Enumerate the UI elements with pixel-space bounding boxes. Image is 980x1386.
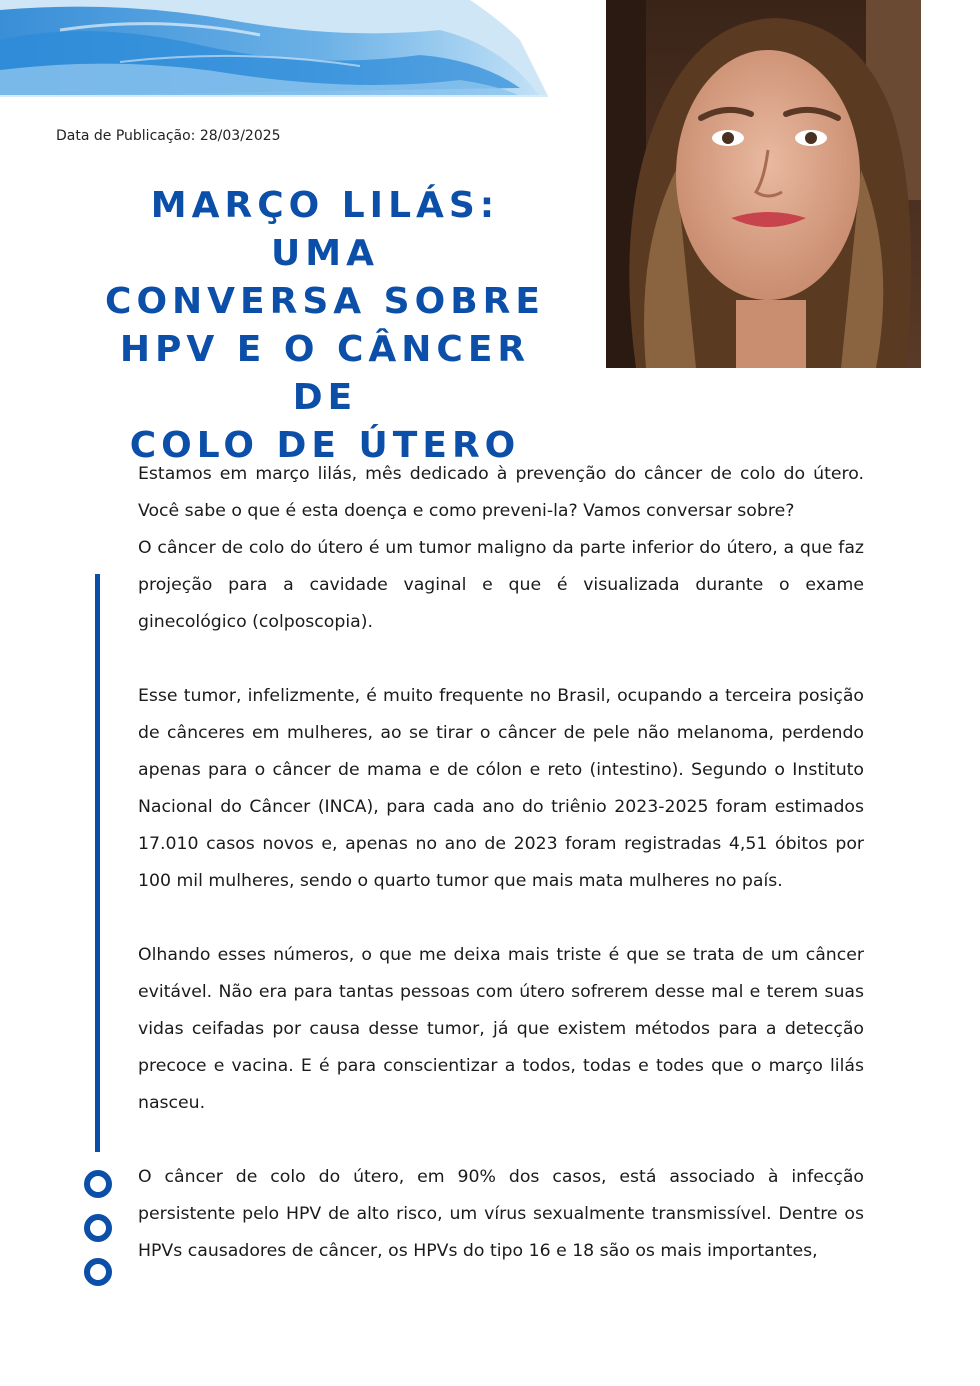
author-portrait-photo xyxy=(606,0,921,368)
body-paragraph: O câncer de colo do útero, em 90% dos casos, está associado à infecção persistente pelo HPV de alto risco, um vírus sexualmente transmissível. Dentre os HPVs causadores de câncer, os HPVs do tipo 16 e 18 são os mais importantes, xyxy=(138,1167,864,1261)
decorative-circle-icon xyxy=(84,1258,112,1286)
decorative-vertical-line xyxy=(95,574,100,1152)
body-paragraph: Estamos em março lilás, mês dedicado à prevenção do câncer de colo do útero. Você sabe o que é esta doença e como preveni-la? Vamos conversar sobre? xyxy=(138,464,864,521)
publication-date: Data de Publicação: 28/03/2025 xyxy=(56,128,281,144)
title-line-1: MARÇO LILÁS: UMA xyxy=(150,185,500,274)
decorative-circle-icon xyxy=(84,1214,112,1242)
decorative-circle-icon xyxy=(84,1170,112,1198)
title-line-2: CONVERSA SOBRE xyxy=(105,281,545,322)
article-title xyxy=(100,182,550,470)
body-paragraph: Esse tumor, infelizmente, é muito frequente no Brasil, ocupando a terceira posição de cânceres em mulheres, ao se tirar o câncer de pele não melanoma, perdendo apenas para o câncer de mama e de cólon e reto (intestino). Segundo o Instituto Nacional do Câncer (INCA), para cada ano do triênio 2023-2025 foram estimados 17.010 casos novos e, apenas no ano de 2023 foram registradas 4,51 óbitos por 100 mil mulheres, sendo o quarto tumor que mais mata mulheres no país. xyxy=(138,686,864,891)
body-paragraph: O câncer de colo do útero é um tumor maligno da parte inferior do útero, a que faz projeção para a cavidade vaginal e que é visualizada durante o exame ginecológico (colposcopia). xyxy=(138,538,864,632)
title-line-3: HPV E O CÂNCER DE xyxy=(119,329,531,418)
body-paragraph: Olhando esses números, o que me deixa mais triste é que se trata de um câncer evitável. Não era para tantas pessoas com útero sofrerem desse mal e terem suas vidas ceifadas por causa desse tumor, já que existem métodos para a detecção precoce e vacina. E é para conscientizar a todos, todas e todes que o março lilás nasceu. xyxy=(138,945,864,1113)
article-body xyxy=(138,456,864,1270)
title-line-4: COLO DE ÚTERO xyxy=(129,425,521,466)
wave-banner-decoration xyxy=(0,0,560,100)
